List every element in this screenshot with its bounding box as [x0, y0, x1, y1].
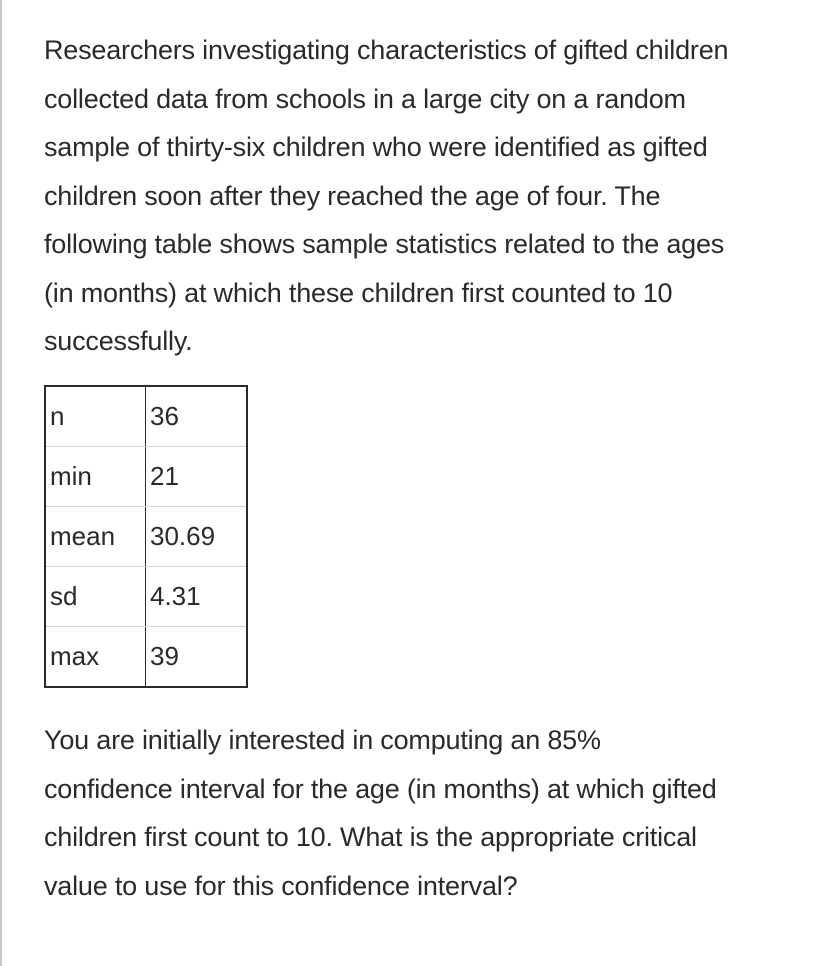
stat-label: sd [45, 567, 146, 627]
table-row [45, 386, 247, 447]
intro-line: following table shows sample statistics related to the ages [44, 229, 725, 259]
stat-value: 36 [146, 386, 248, 447]
left-border-divider [0, 0, 2, 966]
intro-line: successfully. [44, 326, 193, 356]
question-paragraph [44, 716, 804, 910]
sample-statistics-table [44, 385, 248, 688]
stat-label: max [45, 627, 146, 688]
intro-line: sample of thirty-six children who were identified as gifted [44, 132, 708, 162]
intro-line: collected data from schools in a large city on a random [44, 83, 686, 114]
question-line: You are initially interested in computing an 85% [44, 725, 601, 755]
question-line: confidence interval for the age (in months) at which gifted [44, 773, 717, 804]
intro-line: children soon after they reached the age of four. The [44, 180, 661, 211]
intro-line: Researchers investigating characteristics of gifted children [44, 35, 729, 65]
stat-value: 21 [146, 447, 248, 507]
question-line: value to use for this confidence interval? [44, 870, 518, 901]
stat-value: 30.69 [146, 507, 248, 567]
stat-value: 39 [146, 627, 248, 688]
table-row [45, 447, 247, 507]
stat-label: min [45, 447, 146, 507]
table-row [45, 507, 247, 567]
intro-paragraph [44, 26, 804, 366]
question-line: children first count to 10. What is the appropriate critical [44, 822, 697, 852]
table-row [45, 627, 247, 688]
table-row [45, 567, 247, 627]
stat-label: mean [45, 507, 146, 567]
stat-label: n [45, 386, 146, 447]
intro-line: (in months) at which these children first counted to 10 [44, 277, 673, 308]
stat-value: 4.31 [146, 567, 248, 627]
